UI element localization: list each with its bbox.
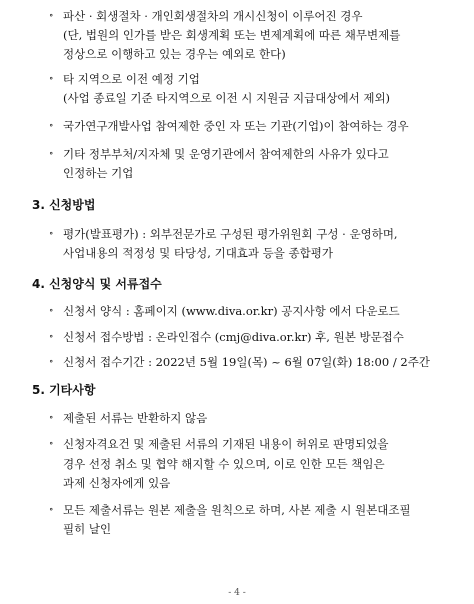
bullet-icon: ∘: [49, 505, 54, 515]
text-line: 타 지역으로 이전 예정 기업: [63, 72, 200, 86]
bullet-icon: ∘: [49, 11, 54, 21]
text-line: 기타 정부부처/지자체 및 운영기관에서 참여제한의 사유가 있다고: [63, 147, 389, 161]
text-line: (단, 법원의 인가를 받은 회생계획 또는 변제계획에 따른 채무변제를: [63, 28, 401, 42]
bullet-icon: ∘: [49, 332, 54, 342]
text-line: 신청자격요건 및 제출된 서류의 기재된 내용이 허위로 판명되었을: [63, 437, 389, 451]
text-line: 신청서 접수방법 : 온라인접수 (cmj@diva.or.kr) 후, 원본 방문접수: [63, 330, 404, 344]
section-heading: 4. 신청양식 및 서류접수: [32, 277, 162, 291]
section-heading: 3. 신청방법: [32, 198, 96, 212]
text-line: 과제 신청자에게 있음: [63, 476, 171, 490]
text-line: 평가(발표평가) : 외부전문가로 구성된 평가위원회 구성 · 운영하며,: [63, 227, 398, 241]
text-line: 사업내용의 적정성 및 타당성, 기대효과 등을 종합평가: [63, 246, 333, 260]
bullet-icon: ∘: [49, 149, 54, 159]
text-line: 정상으로 이행하고 있는 경우는 예외로 한다): [63, 47, 286, 61]
text-line: 국가연구개발사업 참여제한 중인 자 또는 기관(기업)이 참여하는 경우: [63, 119, 409, 133]
bullet-icon: ∘: [49, 439, 54, 449]
text-line: (사업 종료일 기준 타지역으로 이전 시 지원금 지급대상에서 제외): [63, 91, 391, 105]
page-number: - 4 -: [228, 588, 246, 598]
text-line: 파산 · 회생절차 · 개인회생절차의 개시신청이 이루어진 경우: [63, 9, 363, 23]
bullet-icon: ∘: [49, 306, 54, 316]
section-heading: 5. 기타사항: [32, 383, 96, 397]
bullet-icon: ∘: [49, 413, 54, 423]
bullet-icon: ∘: [49, 357, 54, 367]
bullet-icon: ∘: [49, 74, 54, 84]
text-line: 모든 제출서류는 원본 제출을 원칙으로 하며, 사본 제출 시 원본대조필: [63, 503, 411, 517]
text-line: 경우 선정 취소 및 협약 해지할 수 있으며, 이로 인한 모든 책임은: [63, 457, 385, 471]
text-line: 신청서 접수기간 : 2022년 5월 19일(목) ~ 6월 07일(화) 18:00 / 2주간: [63, 355, 430, 369]
text-line: 신청서 양식 : 홈페이지 (www.diva.or.kr) 공지사항 에서 다운로드: [63, 304, 400, 318]
text-line: 인정하는 기업: [63, 166, 134, 180]
text-line: 제출된 서류는 반환하지 않음: [63, 411, 208, 425]
text-line: 필히 날인: [63, 522, 112, 536]
bullet-icon: ∘: [49, 229, 54, 239]
bullet-icon: ∘: [49, 121, 54, 131]
